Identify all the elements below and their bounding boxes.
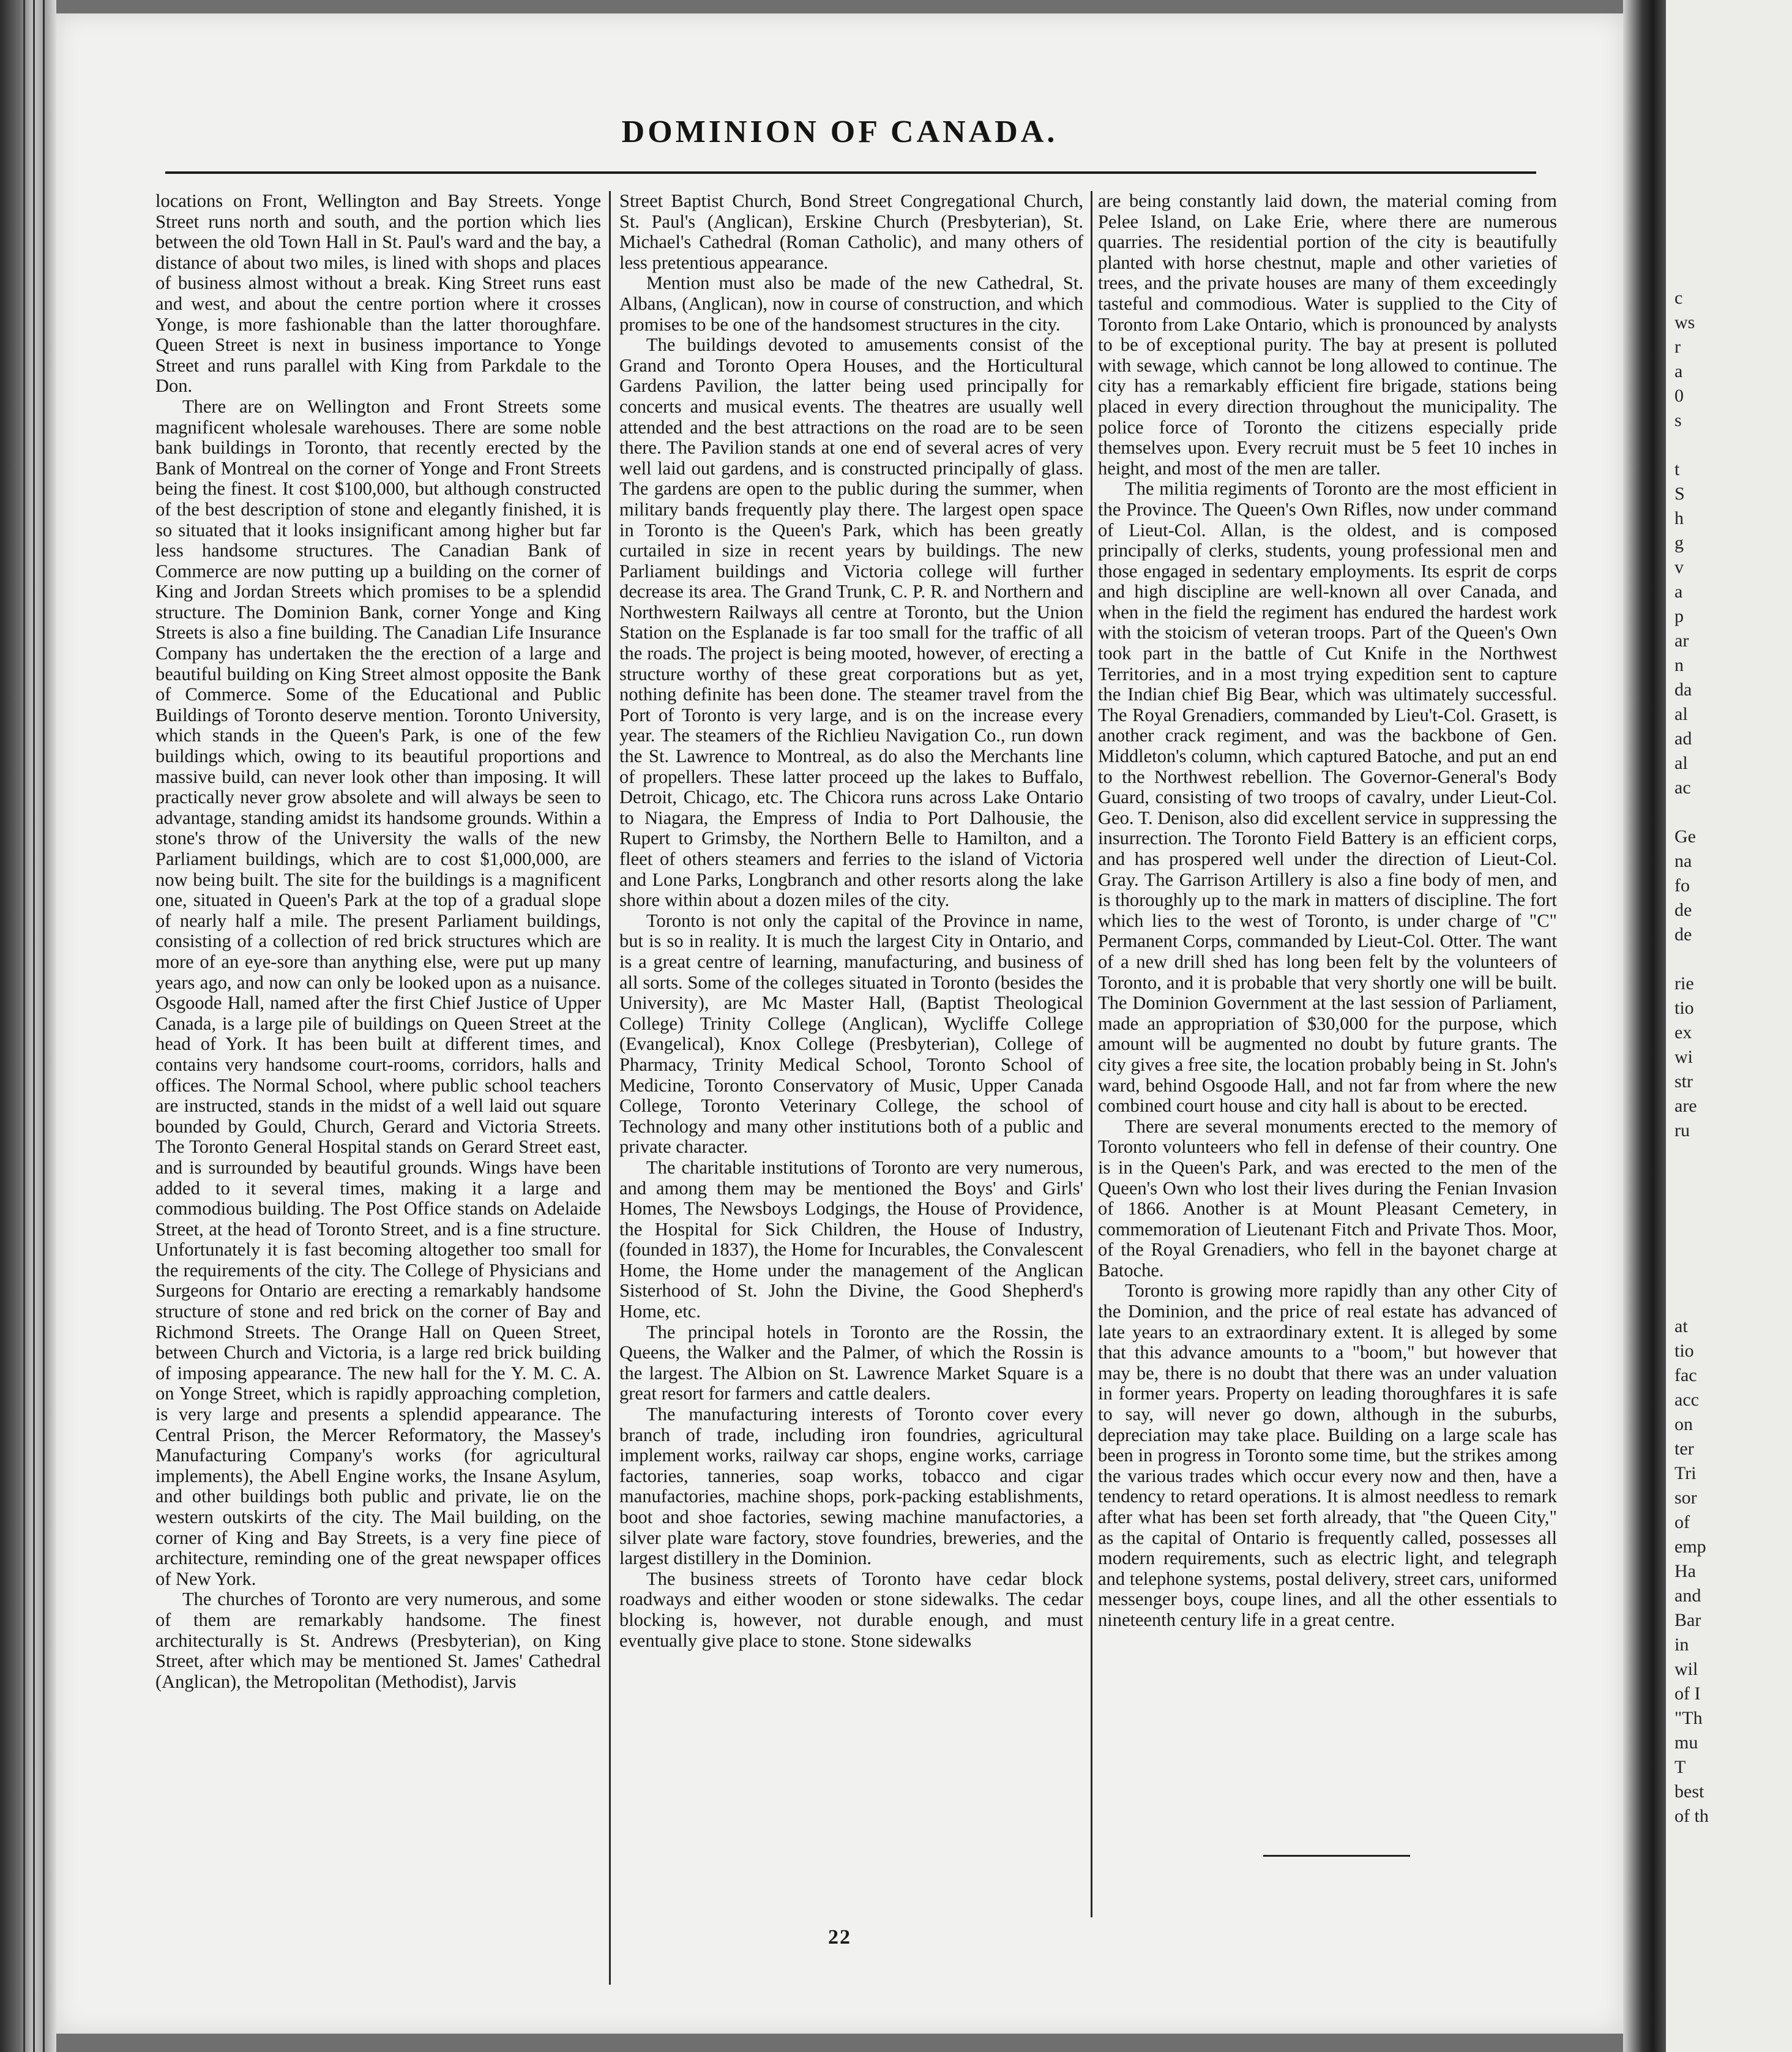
- paragraph: locations on Front, Wellington and Bay Streets. Yonge Street runs north and south, and the portion which lies between the old Town Hall in St. Paul's ward and the bay, a distance of about two miles, is lined with shops and places of business almost without a break. King Street runs east and west, and about the centre portion where it crosses Yonge, is more fashionable than the latter thoroughfare. Queen Street is next in business importance to Yonge Street and runs parallel with King from Parkdale to the Don.: [155, 190, 601, 397]
- adjacent-page-fragment: "Th: [1674, 1708, 1703, 1728]
- adjacent-page-fragment: da: [1674, 680, 1692, 700]
- adjacent-page-fragment: al: [1674, 753, 1688, 773]
- adjacent-page-fragment: ex: [1674, 1022, 1692, 1043]
- adjacent-page-fragment: na: [1674, 851, 1692, 871]
- adjacent-page-fragment: de: [1674, 900, 1692, 920]
- paragraph: The charitable institutions of Toronto are very numerous, and among them may be mentioned the Boys' and Girls' Homes, The Newsboys Lodgings, the House of Providence, the Hospital for Sick Children, the House of Industry, (founded in 1837), the Home for Incurables, the Convalescent Home, the Home under the management of the Anglican Sisterhood of St. John the Divine, the Good Shepherd's Home, etc.: [619, 1156, 1083, 1322]
- adjacent-page-fragment: best: [1674, 1781, 1704, 1802]
- adjacent-page-fragment: 0: [1674, 386, 1684, 406]
- paragraph: The churches of Toronto are very numerous, and some of them are remarkably handsome. The finest architecturally is St. Andrews (Presbyterian), on King Street, after which may be mentioned St. James' Cathedral (Anglican), the Metropolitan (Methodist), Jarvis: [155, 1589, 601, 1692]
- adjacent-page-fragment: t: [1674, 459, 1680, 479]
- adjacent-page-fragment: str: [1674, 1071, 1693, 1092]
- paragraph: Mention must also be made of the new Cathedral, St. Albans, (Anglican), now in course of construction, and which promises to be one of the handsomest structures in the city.: [619, 272, 1083, 335]
- adjacent-page-fragment: of th: [1674, 1806, 1709, 1826]
- paragraph: Street Baptist Church, Bond Street Congregational Church, St. Paul's (Anglican), Erskine Church (Presbyterian), St. Michael's Cathedral (Roman Catholic), and many others of less pretentious appearance.: [619, 190, 1083, 273]
- binding-line: [43, 0, 45, 2052]
- adjacent-page-fragment: r: [1674, 337, 1681, 357]
- adjacent-page-fragment: ac: [1674, 777, 1691, 798]
- adjacent-page-fragment: al: [1674, 704, 1688, 724]
- page-title: DOMINION OF CANADA.: [621, 114, 1058, 149]
- binding-line: [33, 0, 35, 2052]
- paragraph: The buildings devoted to amusements consist of the Grand and Toronto Opera Houses, and the Horticultural Gardens Pavilion, the latter being used principally for concerts and musical events. The theatres are usually well attended and the best attractions on the road are to be seen there. The Pavilion stands at one end of several acres of very well laid out gardens, and is constructed principally of glass. The gardens are open to the public during the summer, when military bands frequently play there. The largest open space in Toronto is the Queen's Park, which has been greatly curtailed in size in recent years by buildings. The new Parliament buildings and Victoria college will further decrease its area. The Grand Trunk, C. P. R. and Northern and Northwestern Railways all centre at Toronto, but the Union Station on the Esplanade is far too small for the traffic of all the roads. The project is being mooted, however, of erecting a structure worthy of these great corporations but as yet, nothing definite has been done. The steamer travel from the Port of Toronto is very large, and is on the increase every year. The steamers of the Richlieu Navigation Co., run down the St. Lawrence to Montreal, as do also the Merchants line of propellers. These latter proceed up the lakes to Buffalo, Detroit, Chicago, etc. The Chicora runs across Lake Ontario to Niagara, the Empress of India to Port Dalhousie, the Rupert to Grimsby, the Northern Belle to Hamilton, and a fleet of others steamers and ferries to the island of Victoria and Lone Parks, Longbranch and other resorts along the lake shore within about a dozen miles of the city.: [619, 334, 1083, 911]
- binding-line: [23, 0, 25, 2052]
- adjacent-page-fragment: and: [1674, 1586, 1701, 1606]
- paragraph: are being constantly laid down, the material coming from Pelee Island, on Lake Erie, where there are numerous quarries. The residential portion of the city is beautifully planted with horse chestnut, maple and other varieties of trees, and the private houses are many of them exceedingly tasteful and commodious. Water is supplied to the City of Toronto from Lake Ontario, which is pronounced by analysts to be of exceptional purity. The bay at present is polluted with sewage, which cannot be long allowed to continue. The city has a remarkably efficient fire brigade, stations being placed in every direction throughout the municipality. The police force of Toronto the citizens especially pride themselves upon. Every recruit must be 5 feet 10 inches in height, and most of the men are taller.: [1098, 190, 1557, 479]
- adjacent-page-fragment: de: [1674, 924, 1692, 945]
- adjacent-page-fragment: ru: [1674, 1120, 1690, 1140]
- adjacent-page-fragment: mu: [1674, 1732, 1698, 1753]
- adjacent-page-fragment: wi: [1674, 1047, 1693, 1067]
- paragraph: The manufacturing interests of Toronto cover every branch of trade, including iron foundries, agricultural implement works, railway car shops, engine works, carriage factories, tanneries, soap works, tobacco and cigar manufactories, machine shops, pork-packing establishments, boot and shoe factories, sewing machine manufactories, a silver plate ware factory, stove foundries, breweries, and the largest distillery in the Dominion.: [619, 1404, 1083, 1569]
- adjacent-page-fragment: a: [1674, 361, 1683, 381]
- adjacent-page-fragment: at: [1674, 1316, 1688, 1336]
- adjacent-page-fragment: a: [1674, 582, 1683, 602]
- adjacent-page-fragment: tio: [1674, 998, 1694, 1018]
- paragraph: There are on Wellington and Front Streets some magnificent wholesale warehouses. There are some noble bank buildings in Toronto, that recently erected by the Bank of Montreal on the corner of Yonge and Front Streets being the finest. It cost $100,000, but although constructed of the best description of stone and elegantly finished, it is so situated that it looks insignificant among higher but far less handsome structures. The Canadian Bank of Commerce are now putting up a building on the corner of King and Jordan Streets which promises to be a splendid structure. The Dominion Bank, corner Yonge and King Streets is also a fine building. The Canadian Life Insurance Company has undertaken the the erection of a large and beautiful building on King Street almost opposite the Bank of Commerce. Some of the Educational and Public Buildings of Toronto deserve mention. Toronto University, which stands in the Queen's Park, is one of the few buildings which, owing to its beautiful proportions and massive build, can never look other than imposing. It will practically never grow absolete and will always be seen to advantage, standing amidst its handsome grounds. Within a stone's throw of the University the walls of the new Parliament buildings, which are to cost $1,000,000, are now being built. The site for the buildings is a magnificent one, situated in Queen's Park at the top of a gradual slope of nearly half a mile. The present Parliament buildings, consisting of a collection of red brick structures which are more of an eye-sore than anything else, were put up many years ago, and now can only be looked upon as a nuisance. Osgoode Hall, named after the first Chief Justice of Upper Canada, is a large pile of buildings on Queen Street at the head of York. It has been built at different times, and contains very handsome court-rooms, corridors, halls and offices. The Normal School, where public school teachers are instructed, stands in the midst of a well laid out square bounded by Gould, Church, Gerard and Victoria Streets. The Toronto General Hospital stands on Gerard Street east, and is surrounded by beautiful grounds. Wings have been added to it several times, making it a large and commodious building. The Post Office stands on Adelaide Street, at the head of Toronto Street, and is a fine structure. Unfortunately it is fast becoming altogether too small for the requirements of the city. The College of Physicians and Surgeons for Ontario are erecting a remarkably handsome structure of stone and red brick on the corner of Bay and Richmond Streets. The Orange Hall on Queen Street, between Church and Victoria, is a large red brick building of imposing appearance. The new hall for the Y. M. C. A. on Yonge Street, which is rapidly approaching completion, is very large and presents a splendid appearance. The Central Prison, the Mercer Reformatory, the Massey's Manufacturing Company's works (for agricultural implements), the Abell Engine works, the Insane Asylum, and other buildings both public and private, lie on the western outskirts of the city. The Mail building, on the corner of King and Bay Streets, is a very fine piece of architecture, reminding one of the great newspaper offices of New York.: [155, 395, 601, 1589]
- adjacent-page-fragment: c: [1674, 288, 1683, 308]
- paragraph: There are several monuments erected to the memory of Toronto volunteers who fell in defense of their country. One is in the Queen's Park, and was erected to the men of the Queen's Own who lost their lives during the Fenian Invasion of 1866. Another is at Mount Pleasant Cemetery, in commemoration of Lieutenant Fitch and Private Thos. Moor, of the Royal Grenadiers, who fell in the bayonet charge at Batoche.: [1098, 1115, 1557, 1281]
- adjacent-page-fragment: acc: [1674, 1390, 1699, 1410]
- adjacent-page-fragment: rie: [1674, 973, 1694, 994]
- paragraph: The principal hotels in Toronto are the Rossin, the Queens, the Walker and the Palmer, of which the Rossin is the largest. The Albion on St. Lawrence Market Square is a great resort for farmers and cattle dealers.: [619, 1321, 1083, 1404]
- adjacent-page-fragment: g: [1674, 533, 1684, 553]
- adjacent-page-fragment: emp: [1674, 1537, 1706, 1557]
- adjacent-page-fragment: of: [1674, 1512, 1690, 1532]
- book-binding: [0, 0, 56, 2052]
- column-middle: [619, 191, 1083, 1651]
- adjacent-page-fragment: Bar: [1674, 1610, 1701, 1630]
- page-gutter: [1623, 0, 1666, 2052]
- adjacent-page-fragment: fo: [1674, 875, 1690, 896]
- adjacent-page-fragment: ad: [1674, 728, 1692, 749]
- adjacent-page-fragment: s: [1674, 410, 1682, 430]
- adjacent-page-fragment: fac: [1674, 1365, 1697, 1385]
- adjacent-page-fragment: T: [1674, 1757, 1686, 1777]
- paragraph: Toronto is not only the capital of the Province in name, but is so in reality. It is much the largest City in Ontario, and is a great centre of learning, manufacturing, and business of all sorts. Some of the colleges situated in Toronto (besides the University), are Mc Master Hall, (Baptist Theological College) Trinity College (Anglican), Wycliffe College (Evangelical), Knox College (Presbyterian), College of Pharmacy, Trinity Medical School, Toronto School of Medicine, Toronto Conservatory of Music, Upper Canada College, Toronto Veterinary College, the school of Technology and many other institutions both of a public and private character.: [619, 910, 1083, 1158]
- adjacent-page-fragment: tio: [1674, 1341, 1694, 1361]
- adjacent-page-fragment: n: [1674, 655, 1684, 675]
- page-number: 22: [828, 1926, 851, 1949]
- adjacent-page-fragment: in: [1674, 1634, 1689, 1655]
- header-rule: [165, 171, 1536, 174]
- adjacent-page-fragment: Ge: [1674, 826, 1696, 847]
- adjacent-page-fragment: h: [1674, 508, 1684, 528]
- column-left: [155, 191, 601, 1692]
- adjacent-page-fragment: v: [1674, 557, 1684, 577]
- adjacent-page-fragment: sor: [1674, 1488, 1697, 1508]
- adjacent-page-fragment: ter: [1674, 1439, 1694, 1459]
- adjacent-page-fragment: ar: [1674, 631, 1689, 651]
- paragraph: The militia regiments of Toronto are the most efficient in the Province. The Queen's Own Rifles, now under command of Lieut-Col. Allan, is the oldest, and is composed principally of clerks, students, young professional men and those engaged in sedentary employments. Its esprit de corps and high discipline are well-known all over Canada, and when in the field the regiment has endured the hardest work with the stoicism of veteran troops. Part of the Queen's Own took part in the battle of Cut Knife in the Northwest Territories, and in a most trying expedition sent to capture the Indian chief Big Bear, which was ultimately successful. The Royal Grenadiers, commanded by Lieu't-Col. Grasett, is another crack regiment, and was the backbone of Gen. Middleton's column, which captured Batoche, and put an end to the Northwest rebellion. The Governor-General's Body Guard, consisting of two troops of cavalry, under Lieut-Col. Geo. T. Denison, also did excellent service in suppressing the insurrection. The Toronto Field Battery is an efficient corps, and has prospered well under the direction of Lieut-Col. Gray. The Garrison Artillery is also a fine body of men, and is thoroughly up to the mark in matters of discipline. The fort which lies to the west of Toronto, is under charge of "C" Permanent Corps, commanded by Lieut-Col. Otter. The want of a new drill shed has long been felt by the volunteers of Toronto, and it is probable that very shortly one will be built. The Dominion Government at the last session of Parliament, made an appropriation of $30,000 for the purpose, which amount will be augmented no doubt by future grants. The city gives a free site, the location probably being in St. John's ward, behind Osgoode Hall, and not far from where the new combined court house and city hall is about to be erected.: [1098, 478, 1557, 1117]
- adjacent-page-fragment: p: [1674, 606, 1684, 626]
- end-rule: [1263, 1855, 1410, 1857]
- paragraph: The business streets of Toronto have cedar block roadways and either wooden or stone sidewalks. The cedar blocking is, however, not durable enough, and must eventually give place to stone. Stone sidewalks: [619, 1568, 1083, 1651]
- adjacent-page-edge: [1666, 0, 1792, 2052]
- adjacent-page-fragment: of I: [1674, 1683, 1701, 1704]
- paragraph: Toronto is growing more rapidly than any other City of the Dominion, and the price of real estate has advanced of late years to an extraordinary extent. It is alleged by some that this advance amounts to a "boom," but however that may be, there is no doubt that there was an under valuation in former years. Property on leading thoroughfares it is safe to say, will never go down, although in the suburbs, depreciation may take place. Building on a large scale has been in progress in Toronto some time, but the strikes among the various trades which occur every now and then, have a tendency to retard operations. It is almost needless to remark after what has been set forth already, that "the Queen City," as the capital of Ontario is frequently called, possesses all modern requirements, such as electric light, and telegraph and telephone systems, postal delivery, street cars, uniformed messenger boys, coupe lines, and all the other essentials to nineteenth century life in a great centre.: [1098, 1280, 1557, 1630]
- column-divider: [1091, 191, 1092, 1917]
- adjacent-page-fragment: on: [1674, 1414, 1693, 1434]
- adjacent-page-fragment: Tri: [1674, 1463, 1697, 1483]
- adjacent-page-fragment: S: [1674, 484, 1685, 504]
- adjacent-page-fragment: are: [1674, 1096, 1697, 1116]
- adjacent-page-fragment: Ha: [1674, 1561, 1696, 1581]
- adjacent-page-fragment: wil: [1674, 1659, 1698, 1679]
- adjacent-page-fragment: ws: [1674, 312, 1695, 332]
- column-divider: [609, 191, 611, 1985]
- column-right: [1098, 191, 1557, 1631]
